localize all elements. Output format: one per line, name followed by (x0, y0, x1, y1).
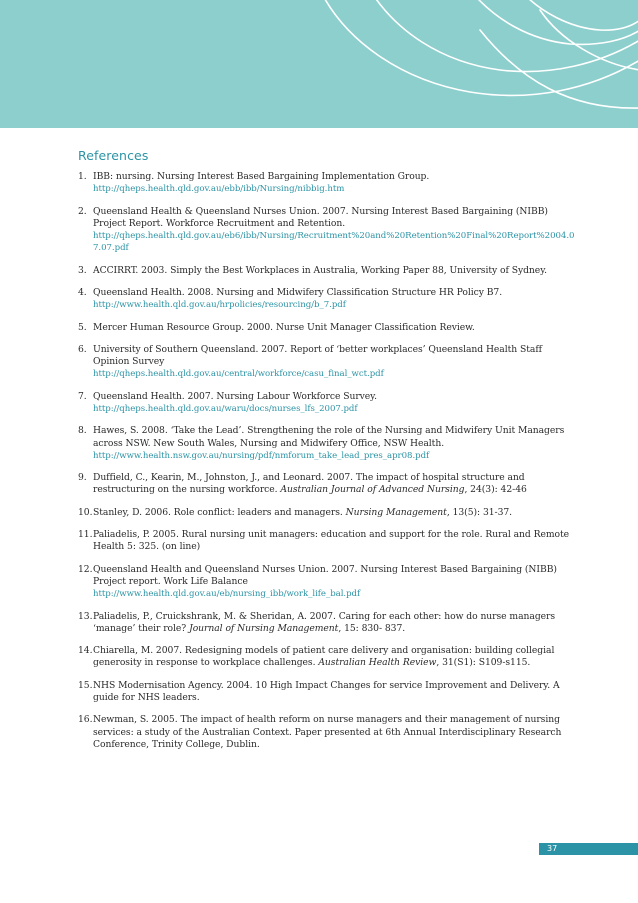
reference-journal: Australian Health Review (318, 657, 437, 669)
reference-text: ACCIRRT. 2003. Simply the Best Workplaces in Australia, Working Paper 88, University of Sydney. (93, 264, 547, 276)
reference-text: Mercer Human Resource Group. 2000. Nurse Unit Manager Classification Review. (93, 321, 475, 333)
reference-text (93, 472, 578, 496)
reference-item (78, 344, 578, 381)
reference-number: 3. (78, 264, 87, 276)
reference-item (78, 391, 578, 415)
reference-number: 15. (78, 679, 93, 691)
reference-text: Queensland Health & Queensland Nurses Union. 2007. Nursing Interest Based Bargaining (NIBB) Project Report. Workforce Recruitment and Retention. (93, 205, 548, 229)
reference-text-post: , 24(3): 42-46 (464, 484, 527, 496)
reference-item (78, 472, 578, 496)
reference-item (78, 425, 578, 462)
reference-number: 7. (78, 390, 87, 402)
reference-number: 16. (78, 714, 93, 726)
reference-text: IBB: nursing. Nursing Interest Based Bargaining Implementation Group. (93, 171, 430, 182)
reference-text: Newman, S. 2005. The impact of health reform on nurse managers and their management of nursing services: a study of the Australian Context. Paper presented at 6th Annual Interdisciplinary Research Conference, Trinity College, Dublin. (93, 714, 562, 750)
reference-item (78, 564, 578, 601)
header-banner (0, 0, 638, 128)
decorative-swirl-graphic (0, 0, 638, 128)
reference-number: 4. (78, 286, 87, 298)
reference-url-link[interactable]: http://www.health.qld.gov.au/hrpolicies/resourcing/b_7.pdf (93, 300, 346, 311)
reference-number: 2. (78, 205, 87, 217)
reference-url-link[interactable]: http://qheps.health.qld.gov.au/central/workforce/casu_final_wct.pdf (93, 369, 384, 380)
reference-text: University of Southern Queensland. 2007. Report of ‘better workplaces’ Queensland Health Staff Opinion Survey (93, 343, 543, 368)
reference-item (78, 680, 578, 704)
references-heading: References (78, 148, 149, 163)
reference-item (78, 287, 578, 311)
reference-number: 10. (78, 506, 93, 518)
reference-number: 6. (78, 343, 87, 355)
reference-text: Queensland Health. 2007. Nursing Labour Workforce Survey. (93, 390, 377, 402)
reference-journal: Nursing Management (345, 506, 447, 518)
references-list (78, 171, 578, 761)
reference-text: Paliadelis, P. 2005. Rural nursing unit managers: education and support for the role. Rural and Remote Health 5: 325. (on line) (93, 529, 570, 553)
reference-number: 12. (78, 563, 93, 575)
reference-journal: Journal of Nursing Management (189, 622, 339, 634)
reference-text (93, 645, 578, 669)
reference-url-link[interactable]: http://qheps.health.qld.gov.au/ebb/ibb/Nursing/nibbig.htm (93, 184, 345, 195)
reference-journal: Australian Journal of Advanced Nursing (280, 484, 465, 496)
reference-number: 1. (78, 171, 87, 182)
reference-number: 8. (78, 425, 87, 437)
reference-item (78, 265, 578, 277)
reference-item (78, 507, 578, 519)
reference-item (78, 611, 578, 635)
reference-url-link[interactable]: http://qheps.health.qld.gov.au/waru/docs/nurses_lfs_2007.pdf (93, 403, 358, 414)
reference-url-link[interactable]: http://www.health.qld.gov.au/eb/nursing_ibb/work_life_bal.pdf (93, 589, 361, 600)
reference-item (78, 322, 578, 334)
page-number-bar (539, 843, 638, 855)
reference-text (93, 611, 578, 635)
reference-number: 11. (78, 529, 93, 541)
page-number: 37 (547, 844, 558, 853)
reference-number: 13. (78, 610, 93, 622)
reference-text: NHS Modernisation Agency. 2004. 10 High Impact Changes for service Improvement and Delivery. A guide for NHS leaders. (93, 679, 560, 703)
reference-text-post: , 13(5): 31-37. (446, 506, 513, 518)
reference-url-link[interactable]: http://qheps.health.qld.gov.au/eb6/ibb/Nursing/Recruitment%20and%20Retention%20Final%20Report%2004.07.07.pdf (93, 231, 575, 254)
reference-text-post: , 31(S1): S109-s115. (436, 657, 531, 669)
reference-text-pre: Duffield, C., Kearin, M., Johnston, J., and Leonard. 2007. The impact of hospital structure and restructuring on the nursing workforce. (93, 472, 525, 496)
reference-item (78, 645, 578, 669)
reference-text: Queensland Health. 2008. Nursing and Midwifery Classification Structure HR Policy B7. (93, 286, 503, 298)
reference-item (78, 714, 578, 751)
reference-text: Hawes, S. 2008. ‘Take the Lead’. Strengthening the role of the Nursing and Midwifery Unit Managers across NSW. New South Wales, Nursing and Midwifery Office, NSW Health. (93, 425, 565, 449)
reference-item (78, 529, 578, 553)
reference-item (78, 171, 578, 195)
reference-number: 14. (78, 645, 93, 657)
reference-number: 5. (78, 321, 87, 333)
reference-text-post: , 15: 830- 837. (338, 622, 406, 634)
reference-text-pre: Paliadelis, P., Cruickshrank, M. & Sheridan, A. 2007. Caring for each other: how do nurse managers ‘manage’ their role? (93, 610, 556, 634)
reference-number: 9. (78, 472, 87, 484)
reference-text-pre: Chiarella, M. 2007. Redesigning models of patient care delivery and organisation: building collegial generosity in response to workplace challenges. (93, 645, 555, 669)
reference-text (93, 507, 578, 519)
reference-url-link[interactable]: http://www.health.nsw.gov.au/nursing/pdf/nmforum_take_lead_pres_apr08.pdf (93, 450, 430, 461)
reference-text-pre: Stanley, D. 2006. Role conflict: leaders and managers. (93, 506, 346, 518)
reference-item (78, 206, 578, 255)
reference-text: Queensland Health and Queensland Nurses Union. 2007. Nursing Interest Based Bargaining (NIBB) Project report. Work Life Balance (93, 563, 557, 587)
